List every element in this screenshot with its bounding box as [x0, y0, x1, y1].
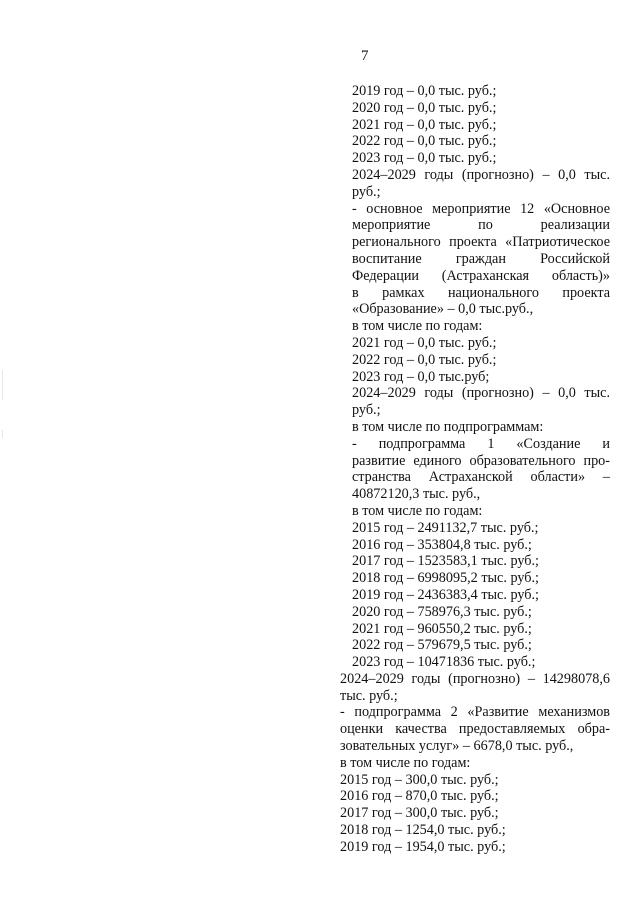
document-body — [340, 83, 610, 856]
scan-margin-mark — [2, 370, 3, 400]
text-line: 2023 год – 0,0 тыс. руб.; — [352, 150, 497, 167]
text-line: 2018 год – 1254,0 тыс. руб.; — [340, 822, 506, 839]
text-line: 2017 год – 1523583,1 тыс. руб.; — [352, 553, 539, 570]
text-line: странства Астраханской области» – — [352, 469, 610, 486]
text-line: 2018 год – 6998095,2 тыс. руб.; — [352, 570, 539, 587]
text-line: 2024–2029 годы (прогнозно) – 0,0 тыс. — [352, 166, 610, 183]
text-line: в том числе по подпрограммам: — [352, 418, 544, 435]
text-line: 2019 год – 0,0 тыс. руб.; — [352, 83, 497, 99]
text-line: «Образование» – 0,0 тыс.руб., — [352, 301, 534, 318]
text-line: руб.; — [352, 402, 381, 419]
text-line: в том числе по годам: — [352, 502, 483, 519]
text-line: 2021 год – 960550,2 тыс. руб.; — [352, 620, 532, 637]
text-line: тыс. руб.; — [340, 687, 398, 704]
text-line: 2015 год – 300,0 тыс. руб.; — [340, 771, 499, 788]
text-line: 2016 год – 870,0 тыс. руб.; — [340, 788, 499, 805]
text-line: - подпрограмма 2 «Развитие механизмов — [340, 704, 610, 721]
text-line: 2021 год – 0,0 тыс. руб.; — [352, 116, 497, 133]
text-line: в рамках национального проекта — [352, 284, 610, 301]
scan-margin-mark — [2, 430, 3, 438]
text-line: в том числе по годам: — [352, 318, 483, 335]
text-line: зовательных услуг» – 6678,0 тыс. руб., — [340, 738, 574, 755]
text-line: 2017 год – 300,0 тыс. руб.; — [340, 805, 499, 822]
text-line: 2021 год – 0,0 тыс. руб.; — [352, 334, 497, 351]
text-line: 2023 год – 10471836 тыс. руб.; — [352, 654, 536, 671]
page-number: 7 — [361, 48, 369, 64]
text-line: воспитание граждан Российской — [352, 250, 610, 267]
text-line: мероприятие по реализации — [352, 217, 610, 234]
text-line: 2022 год – 0,0 тыс. руб.; — [352, 133, 497, 150]
text-line: 2024–2029 годы (прогнозно) – 14298078,6 — [340, 670, 610, 687]
text-line: 2024–2029 годы (прогнозно) – 0,0 тыс. — [352, 385, 610, 402]
text-line: 2023 год – 0,0 тыс.руб; — [352, 368, 490, 385]
text-line: 2022 год – 579679,5 тыс. руб.; — [352, 637, 532, 654]
text-line: регионального проекта «Патриотическое — [352, 234, 610, 251]
text-line: 2016 год – 353804,8 тыс. руб.; — [352, 536, 532, 553]
text-line: - основное мероприятие 12 «Основное — [352, 200, 610, 217]
text-line: 2020 год – 0,0 тыс. руб.; — [352, 99, 497, 116]
text-line: 2020 год – 758976,3 тыс. руб.; — [352, 603, 532, 620]
text-line: Федерации (Астраханская область)» — [352, 267, 610, 284]
text-line: руб.; — [352, 183, 381, 200]
text-line: в том числе по годам: — [340, 754, 471, 771]
text-line: оценки качества предоставляемых обра- — [340, 721, 610, 738]
text-line: 2022 год – 0,0 тыс. руб.; — [352, 351, 497, 368]
text-line: 2015 год – 2491132,7 тыс. руб.; — [352, 519, 539, 536]
text-line: развитие единого образовательного про- — [352, 452, 610, 469]
text-line: 40872120,3 тыс. руб., — [352, 486, 481, 503]
text-line: 2019 год – 2436383,4 тыс. руб.; — [352, 586, 539, 603]
text-line: - подпрограмма 1 «Создание и — [352, 435, 610, 452]
text-line: 2019 год – 1954,0 тыс. руб.; — [340, 838, 506, 855]
